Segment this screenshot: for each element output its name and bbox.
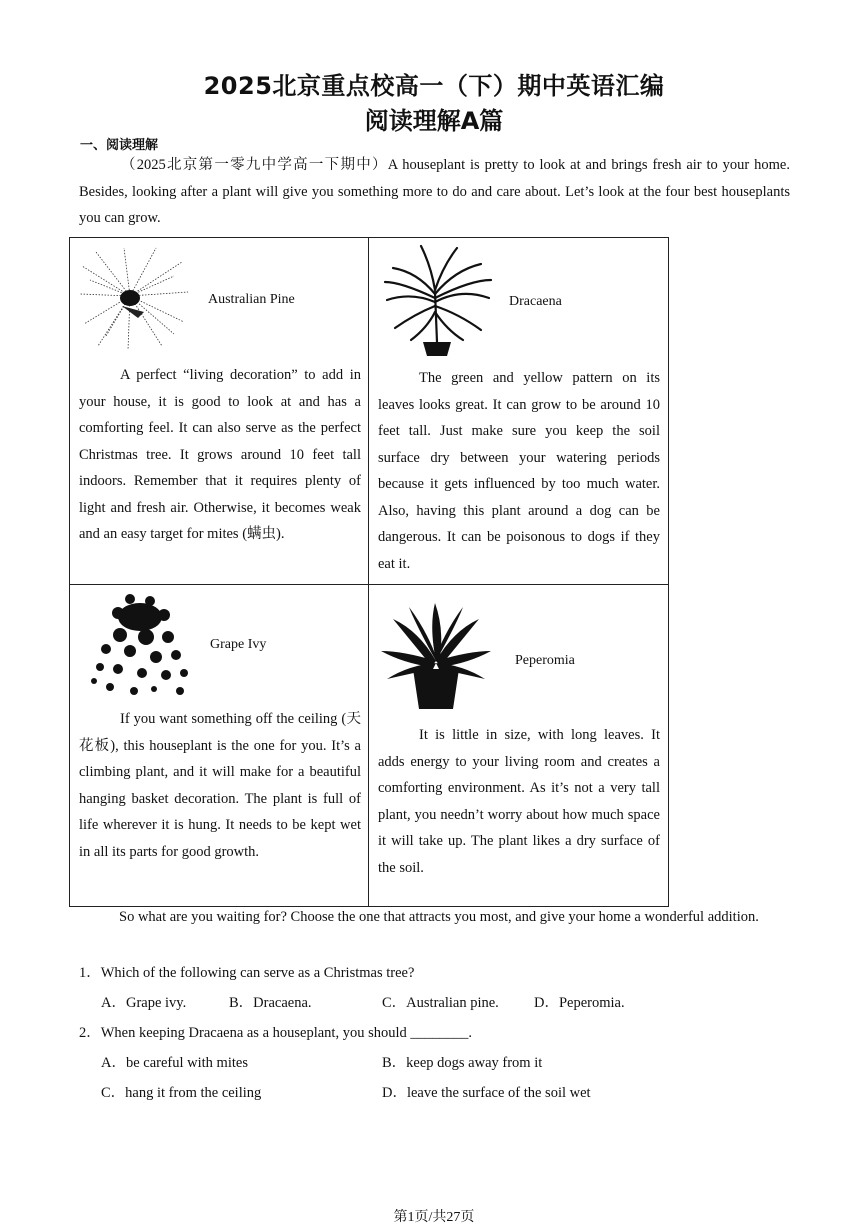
passage-closing: So what are you waiting for? Choose the one that attracts you most, and give your home a wonderful addition. — [119, 909, 759, 925]
peperomia-icon — [379, 601, 493, 713]
plant-description: If you want something off the ceiling (天花板), this houseplant is the one for you. It’s a climbing plant, and it will make for a beautiful hanging basket decoration. The plant is full of life wherever it is hung. It needs to be kept wet in all its parts for good growth. — [79, 711, 361, 860]
plant-table — [69, 237, 669, 907]
plant-cell-australian-pine — [70, 238, 368, 584]
question-1-option-d: D．Peperomia. — [534, 995, 625, 1011]
question-2-option-a: A．be careful with mites — [101, 1055, 248, 1071]
question-2-option-c: C．hang it from the ceiling — [101, 1085, 262, 1101]
plant-name: Dracaena — [509, 294, 562, 309]
plant-description: It is little in size, with long leaves. It adds energy to your living room and creates a comforting environment. As it’s not a very tall plant, you needn’t worry about how much space it will take up. The plant likes a dry surface of the soil. — [378, 727, 660, 876]
plant-cell-peperomia — [369, 585, 668, 906]
grape-ivy-icon — [90, 591, 192, 699]
plant-name: Grape Ivy — [210, 637, 267, 652]
section-heading: 一、阅读理解 — [80, 138, 159, 153]
page-indicator: 第1页/共27页 — [393, 1210, 475, 1225]
question-2-option-d: D．leave the surface of the soil wet — [382, 1085, 591, 1101]
passage-intro: （2025北京第一零九中学高一下期中）A houseplant is pretty to look at and brings fresh air to your home. Besides, looking after a plant will give you something more to do and care about. Let’s look at the four best houseplants you can grow. — [79, 157, 790, 226]
question-2-option-b: B．keep dogs away from it — [382, 1055, 543, 1071]
question-1-option-b: B．Dracaena. — [229, 995, 312, 1011]
plant-cell-dracaena — [369, 238, 668, 584]
plant-name: Peperomia — [515, 653, 575, 668]
plant-description: The green and yellow pattern on its leaves looks great. It can grow to be around 10 feet tall. Just make sure you keep the soil surface dry between your watering periods because it gets influenced by too much water. Also, having this plant around a dog can be dangerous. It can be poisonous to dogs if they eat it. — [378, 370, 660, 572]
page-subtitle: 阅读理解A篇 — [364, 107, 504, 135]
plant-cell-grape-ivy — [70, 585, 368, 906]
dracaena-icon — [381, 242, 493, 358]
pine-icon — [78, 246, 190, 352]
question-2-stem: 2．When keeping Dracaena as a houseplant, you should ________. — [79, 1025, 473, 1041]
plant-description: A perfect “living decoration” to add in your house, it is good to look at and has a comforting feel. It can also serve as the perfect Christmas tree. It grows around 10 feet tall indoors. Remember that it requires plenty of light and fresh air. Otherwise, it becomes weak and an easy target for mites (螨虫). — [79, 367, 361, 542]
question-1-option-a: A．Grape ivy. — [101, 995, 187, 1011]
plant-name: Australian Pine — [208, 292, 295, 307]
page-title: 2025北京重点校高一（下）期中英语汇编 — [203, 72, 665, 100]
question-1-stem: 1．Which of the following can serve as a Christmas tree? — [79, 965, 415, 981]
question-1-option-c: C．Australian pine. — [382, 995, 499, 1011]
